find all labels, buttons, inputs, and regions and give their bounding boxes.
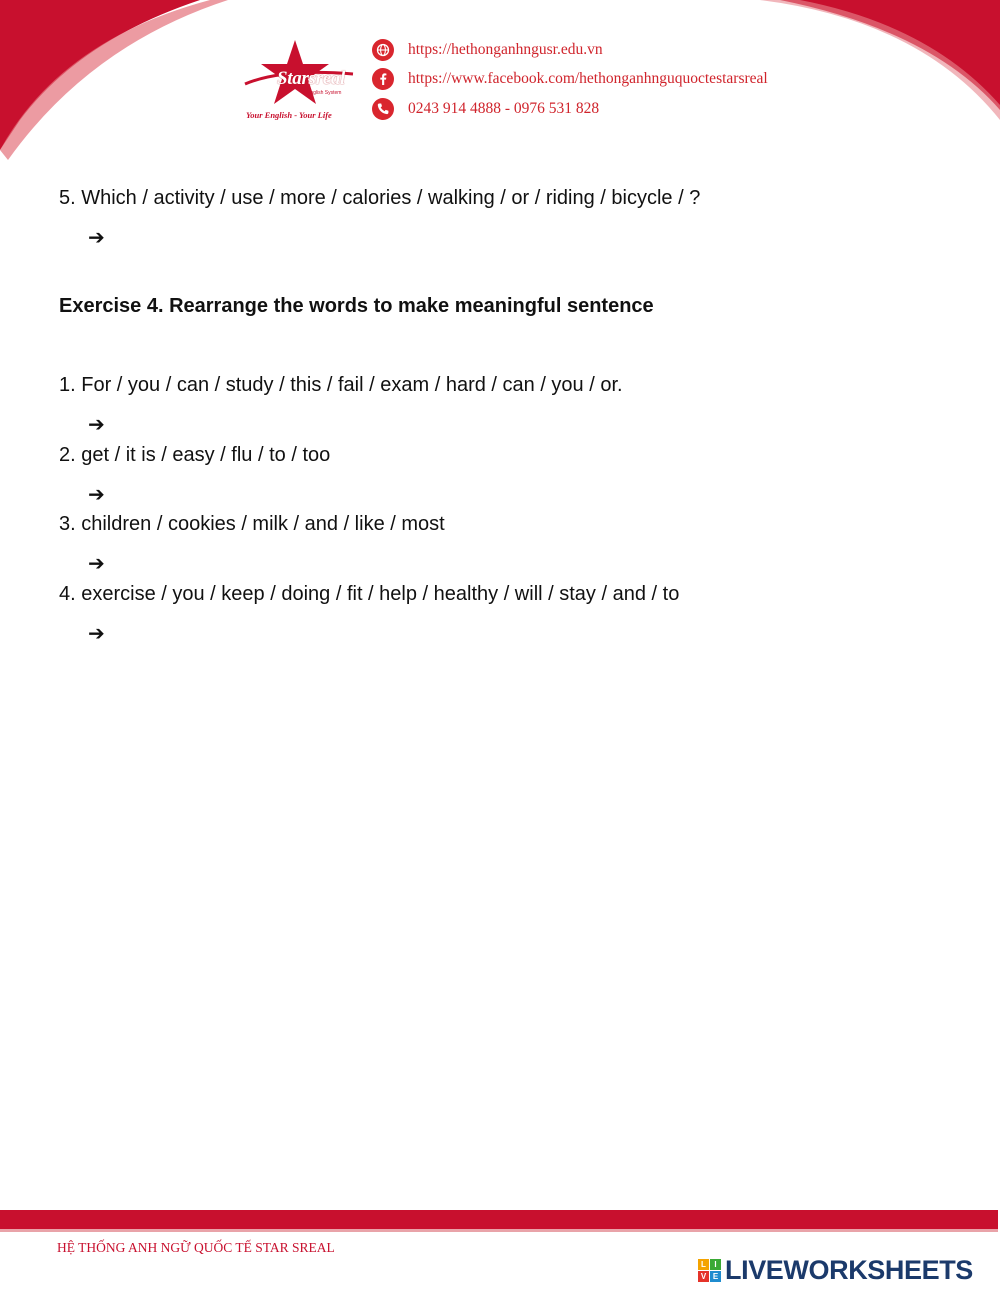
footer-bar <box>0 1210 998 1229</box>
answer-arrow-icon: ➔ <box>88 621 105 645</box>
contact-facebook-text: https://www.facebook.com/hethonganhnguquoctestarsreal <box>408 70 768 87</box>
globe-icon <box>372 39 394 61</box>
liveworksheets-watermark <box>698 1256 973 1284</box>
contact-website-text: https://hethonganhngusr.edu.vn <box>408 41 603 58</box>
liveworksheets-wordmark: LIVEWORKSHEETS <box>725 1255 973 1285</box>
answer-arrow-icon: ➔ <box>88 412 105 436</box>
footer-org-name: HỆ THỐNG ANH NGỮ QUỐC TẾ STAR SREAL <box>57 1240 335 1255</box>
lw-letter-e: E <box>710 1271 721 1282</box>
question-5: 5. Which / activity / use / more / calories / walking / or / riding / bicycle / ? <box>59 187 701 209</box>
exercise-item-4: 4. exercise / you / keep / doing / fit / help / healthy / will / stay / and / to <box>59 583 680 605</box>
logo-subtitle: English System <box>307 90 342 96</box>
contact-website[interactable] <box>372 38 603 62</box>
lw-letter-l: L <box>698 1259 709 1270</box>
exercise-item-1: 1. For / you / can / study / this / fail / exam / hard / can / you / or. <box>59 374 623 396</box>
contact-phone-text: 0243 914 4888 - 0976 531 828 <box>408 100 600 117</box>
answer-arrow-icon: ➔ <box>88 482 105 506</box>
contact-facebook[interactable] <box>372 67 768 91</box>
lw-letter-v: V <box>698 1271 709 1282</box>
phone-icon <box>372 98 394 120</box>
contact-phone[interactable] <box>372 97 599 121</box>
starsreal-logo <box>243 38 359 124</box>
lw-letter-i: I <box>710 1259 721 1270</box>
exercise-4-title: Exercise 4. Rearrange the words to make meaningful sentence <box>59 295 654 317</box>
exercise-item-3: 3. children / cookies / milk / and / like / most <box>59 513 445 535</box>
logo-wordmark: Starsreal <box>277 68 346 89</box>
answer-arrow-icon: ➔ <box>88 225 105 249</box>
exercise-item-2: 2. get / it is / easy / flu / to / too <box>59 444 331 466</box>
logo-tagline: Your English - Your Life <box>246 110 332 120</box>
answer-arrow-icon: ➔ <box>88 551 105 575</box>
liveworksheets-logo-icon <box>698 1259 721 1282</box>
footer-bar-shadow <box>0 1229 998 1232</box>
facebook-icon <box>372 68 394 90</box>
